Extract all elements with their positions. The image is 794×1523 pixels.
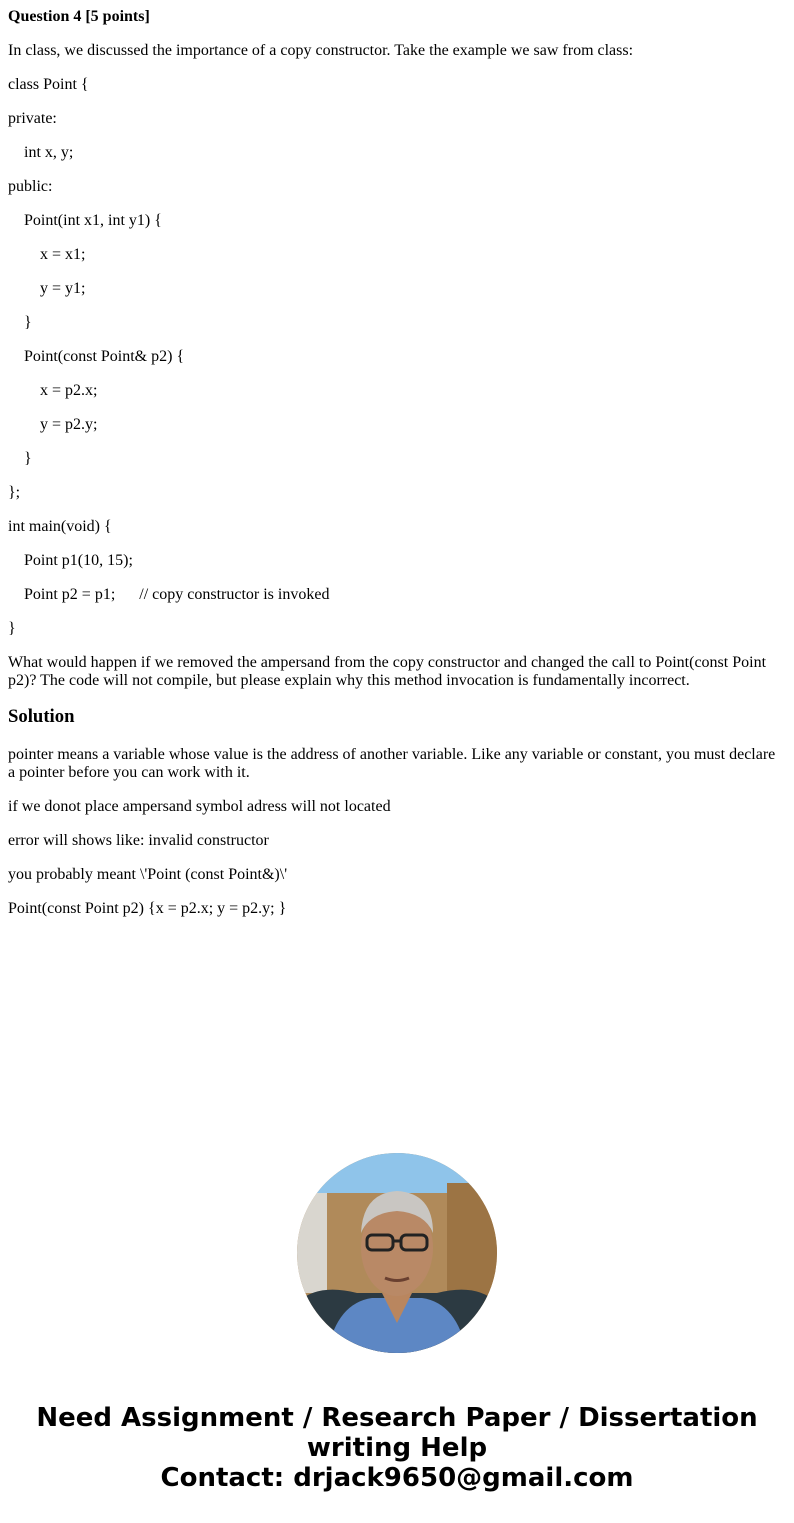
question-title — [8, 8, 786, 26]
code-line: x = x1; — [40, 246, 86, 263]
code-line: }; — [8, 484, 21, 501]
code-line: Point p1(10, 15); — [24, 552, 133, 569]
code-line: Point(const Point& p2) { — [24, 348, 185, 365]
code-line: private: — [8, 110, 57, 127]
solution-heading: Solution — [8, 706, 75, 727]
footer-contact: Contact: drjack9650@gmail.com — [160, 1463, 634, 1493]
code-listing — [8, 76, 786, 638]
code-line: class Point { — [8, 76, 89, 93]
footer-line: writing Help — [306, 1433, 488, 1463]
footer-line: Need Assignment / Research Paper / Dissertation — [36, 1403, 758, 1433]
code-line: x = p2.x; — [40, 382, 98, 399]
solution-paragraph: error will shows like: invalid constructor — [8, 832, 269, 849]
question-title-text: Question 4 [5 points] — [8, 8, 150, 25]
code-line: } — [8, 620, 16, 637]
solution-paragraph: you probably meant \'Point (const Point&)\' — [8, 866, 288, 883]
footer-banner — [0, 1403, 794, 1493]
code-line: Point(int x1, int y1) { — [24, 212, 162, 229]
code-line: } — [24, 450, 32, 467]
solution-paragraph: if we donot place ampersand symbol adress will not located — [8, 798, 391, 815]
question-prompt: What would happen if we removed the ampersand from the copy constructor and changed the call to Point(const Point p2)? The code will not compile, but please explain why this method invocation is fundamentally incorrect. — [8, 654, 767, 689]
code-line: y = y1; — [40, 280, 86, 297]
code-line: } — [24, 314, 32, 331]
code-line: int main(void) { — [8, 518, 112, 535]
code-line: int x, y; — [24, 144, 74, 161]
solution-paragraph: Point(const Point p2) {x = p2.x; y = p2.y; } — [8, 900, 287, 917]
solution-paragraph: pointer means a variable whose value is the address of another variable. Like any variable or constant, you must declare a pointer before you can work with it. — [8, 746, 776, 781]
tutor-avatar — [297, 1153, 497, 1353]
code-line: y = p2.y; — [40, 416, 98, 433]
code-line: Point p2 = p1; // copy constructor is invoked — [24, 586, 330, 603]
code-line: public: — [8, 178, 53, 195]
question-intro: In class, we discussed the importance of a copy constructor. Take the example we saw from class: — [8, 42, 634, 59]
